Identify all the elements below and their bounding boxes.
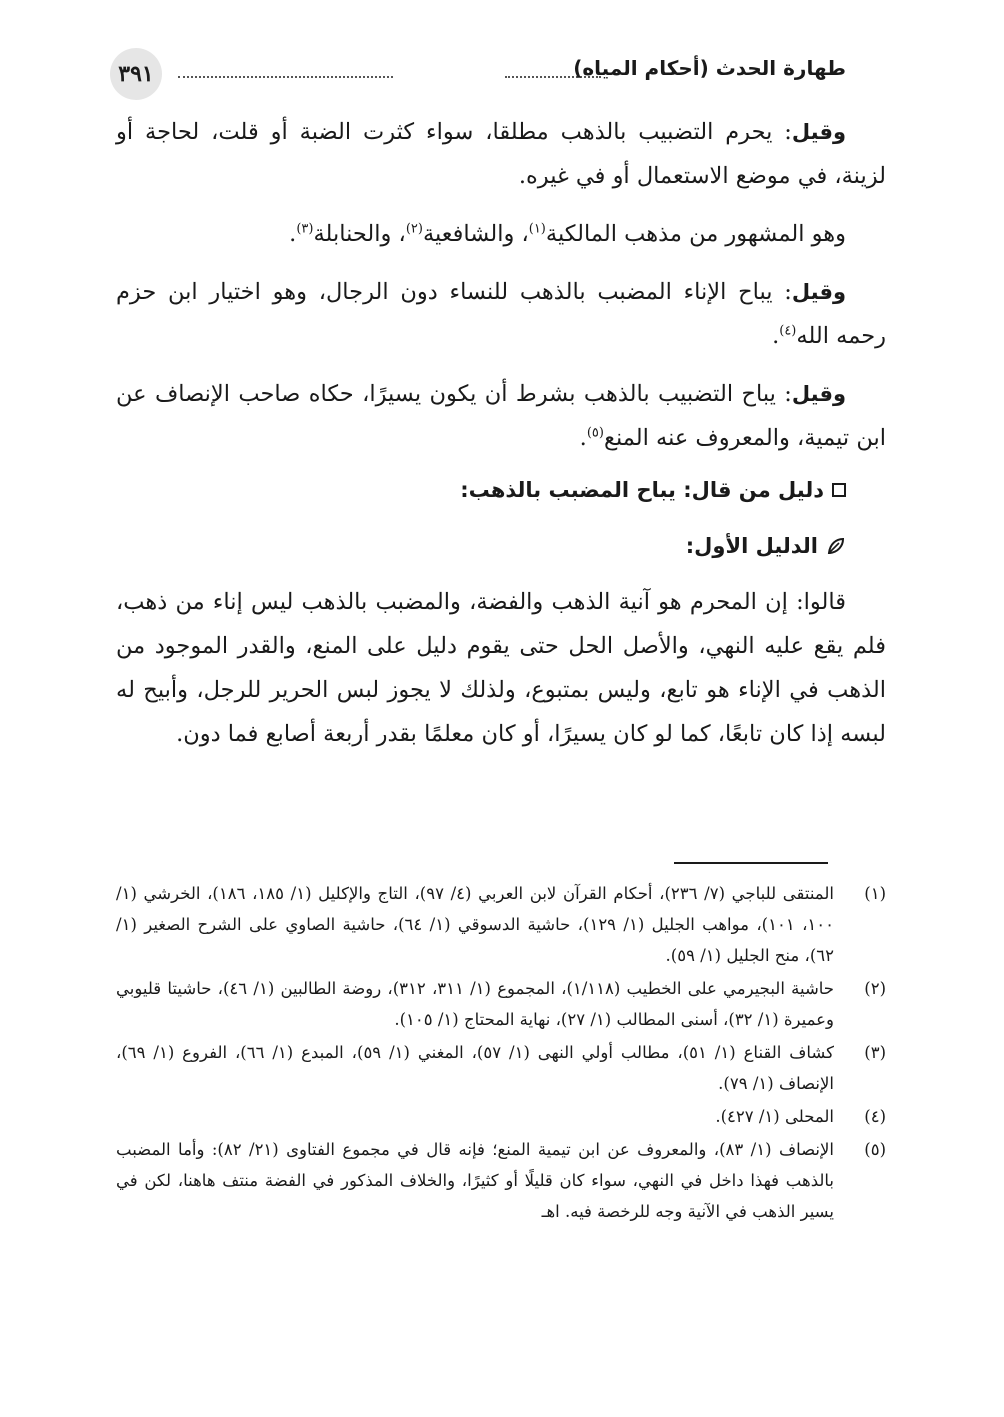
section-heading-text: دليل من قال: يباح المضبب بالذهب: [460,478,824,502]
footnote-ref-2[interactable]: (٢) [405,221,423,237]
main-text [116,110,886,770]
footnote-number: (٥) [864,1140,886,1159]
paragraph-4-text: : يباح التضبيب بالذهب بشرط أن يكون يسيرًا، حكاه صاحب الإنصاف عن ابن تيمية، والمعروف عنه المنع [116,381,886,451]
footnote-1 [116,878,886,971]
footnote-number: (٢) [864,979,886,998]
footnote-3 [116,1037,886,1099]
square-bullet-icon [832,483,846,497]
paragraph-4 [116,372,886,460]
paragraph-4-lead: وقيل [791,382,846,406]
section-heading [116,468,886,512]
footnote-ref-1[interactable]: (١) [528,221,546,237]
paragraph-2-a: وهو المشهور من مذهب المالكية [545,221,846,247]
paragraph-2 [116,212,886,256]
page-header [110,46,846,106]
paragraph-1-text: : يحرم التضبيب بالذهب مطلقا، سواء كثرت الضبة أو قلت، لحاجة أو لزينة، في موضع الاستعمال أو في غيره. [116,119,886,189]
header-dotted-leader-left [178,76,393,78]
paragraph-3-text: : يباح الإناء المضبب بالذهب للنساء دون الرجال، وهو اختيار ابن حزم رحمه الله [116,279,886,349]
paragraph-2-b: ، والشافعية [422,221,529,247]
paragraph-3-end: . [772,323,780,349]
footnotes [116,878,886,1229]
page-number: ٣٩١ [110,48,162,100]
footnote-ref-5[interactable]: (٥) [586,425,604,441]
footnote-5 [116,1134,886,1227]
footnote-text: الإنصاف (١/ ٨٣)، والمعروف عن ابن تيمية المنع؛ فإنه قال في مجموع الفتاوى (٢١/ ٨٢): وأما المضبب بالذهب فهذا داخل في النهي، سواء كان قليلًا أو كثيرًا، والخلاف المذكور في الفضة منتف هاهنا، لكن في يسير الذهب في الآنية وجه للرخصة فيه. اهـ [116,1140,834,1221]
paragraph-3 [116,270,886,358]
footnote-text: كشاف القناع (١/ ٥١)، مطالب أولي النهى (١/ ٥٧)، المغني (١/ ٥٩)، المبدع (١/ ٦٦)، الفروع (١/ ٦٩)، الإنصاف (١/ ٧٩). [116,1043,834,1093]
footnote-text: المنتقى للباجي (٧/ ٢٣٦)، أحكام القرآن لابن العربي (٤/ ٩٧)، التاج والإكليل (١/ ١٨٥، ١٨٦)، الخرشي (١/ ١٠٠، ١٠١)، مواهب الجليل (١/ ١٢٩)، حاشية الدسوقي (١/ ٦٤)، حاشية الصاوي على الشرح الصغير (١/ ٦٢)، منح الجليل (١/ ٥٩). [116,884,834,965]
footnote-ref-4[interactable]: (٤) [779,323,797,339]
paragraph-1 [116,110,886,198]
subsection-heading [116,524,886,568]
footnote-4 [116,1101,886,1132]
leaf-ornament-icon [826,536,846,556]
running-title: طهارة الحدث (أحكام المياه) [573,56,846,80]
paragraph-4-end: . [579,425,587,451]
footnote-text: حاشية البجيرمي على الخطيب (١/١١٨)، المجموع (١/ ٣١١، ٣١٢)، روضة الطالبين (١/ ٤٦)، حاشيتا قليوبي وعميرة (١/ ٣٢)، أسنى المطالب (١/ ٢٧)، نهاية المحتاج (١/ ١٠٥). [116,979,834,1029]
footnote-text: المحلى (١/ ٤٢٧). [715,1107,834,1126]
subsection-heading-text: الدليل الأول: [685,534,818,558]
paragraph-1-lead: وقيل [791,120,846,144]
footnote-ref-3[interactable]: (٣) [296,221,314,237]
paragraph-2-c: ، والحنابلة [313,221,406,247]
footnote-separator [674,862,828,864]
footnote-number: (٤) [864,1107,886,1126]
paragraph-2-d: . [289,221,297,247]
footnote-number: (٣) [864,1043,886,1062]
paragraph-5: قالوا: إن المحرم هو آنية الذهب والفضة، والمضبب بالذهب ليس إناء من ذهب، فلم يقع عليه النهي، والأصل الحل حتى يقوم دليل على المنع، والقدر الموجود من الذهب في الإناء هو تابع، وليس بمتبوع، ولذلك لا يجوز لبس الحرير للرجل، وأبيح له لبسه إذا كان تابعًا، كما لو كان يسيرًا، أو كان معلمًا بقدر أربعة أصابع فما دون. [116,589,886,747]
footnote-2 [116,973,886,1035]
footnote-number: (١) [864,884,886,903]
paragraph-3-lead: وقيل [791,280,846,304]
